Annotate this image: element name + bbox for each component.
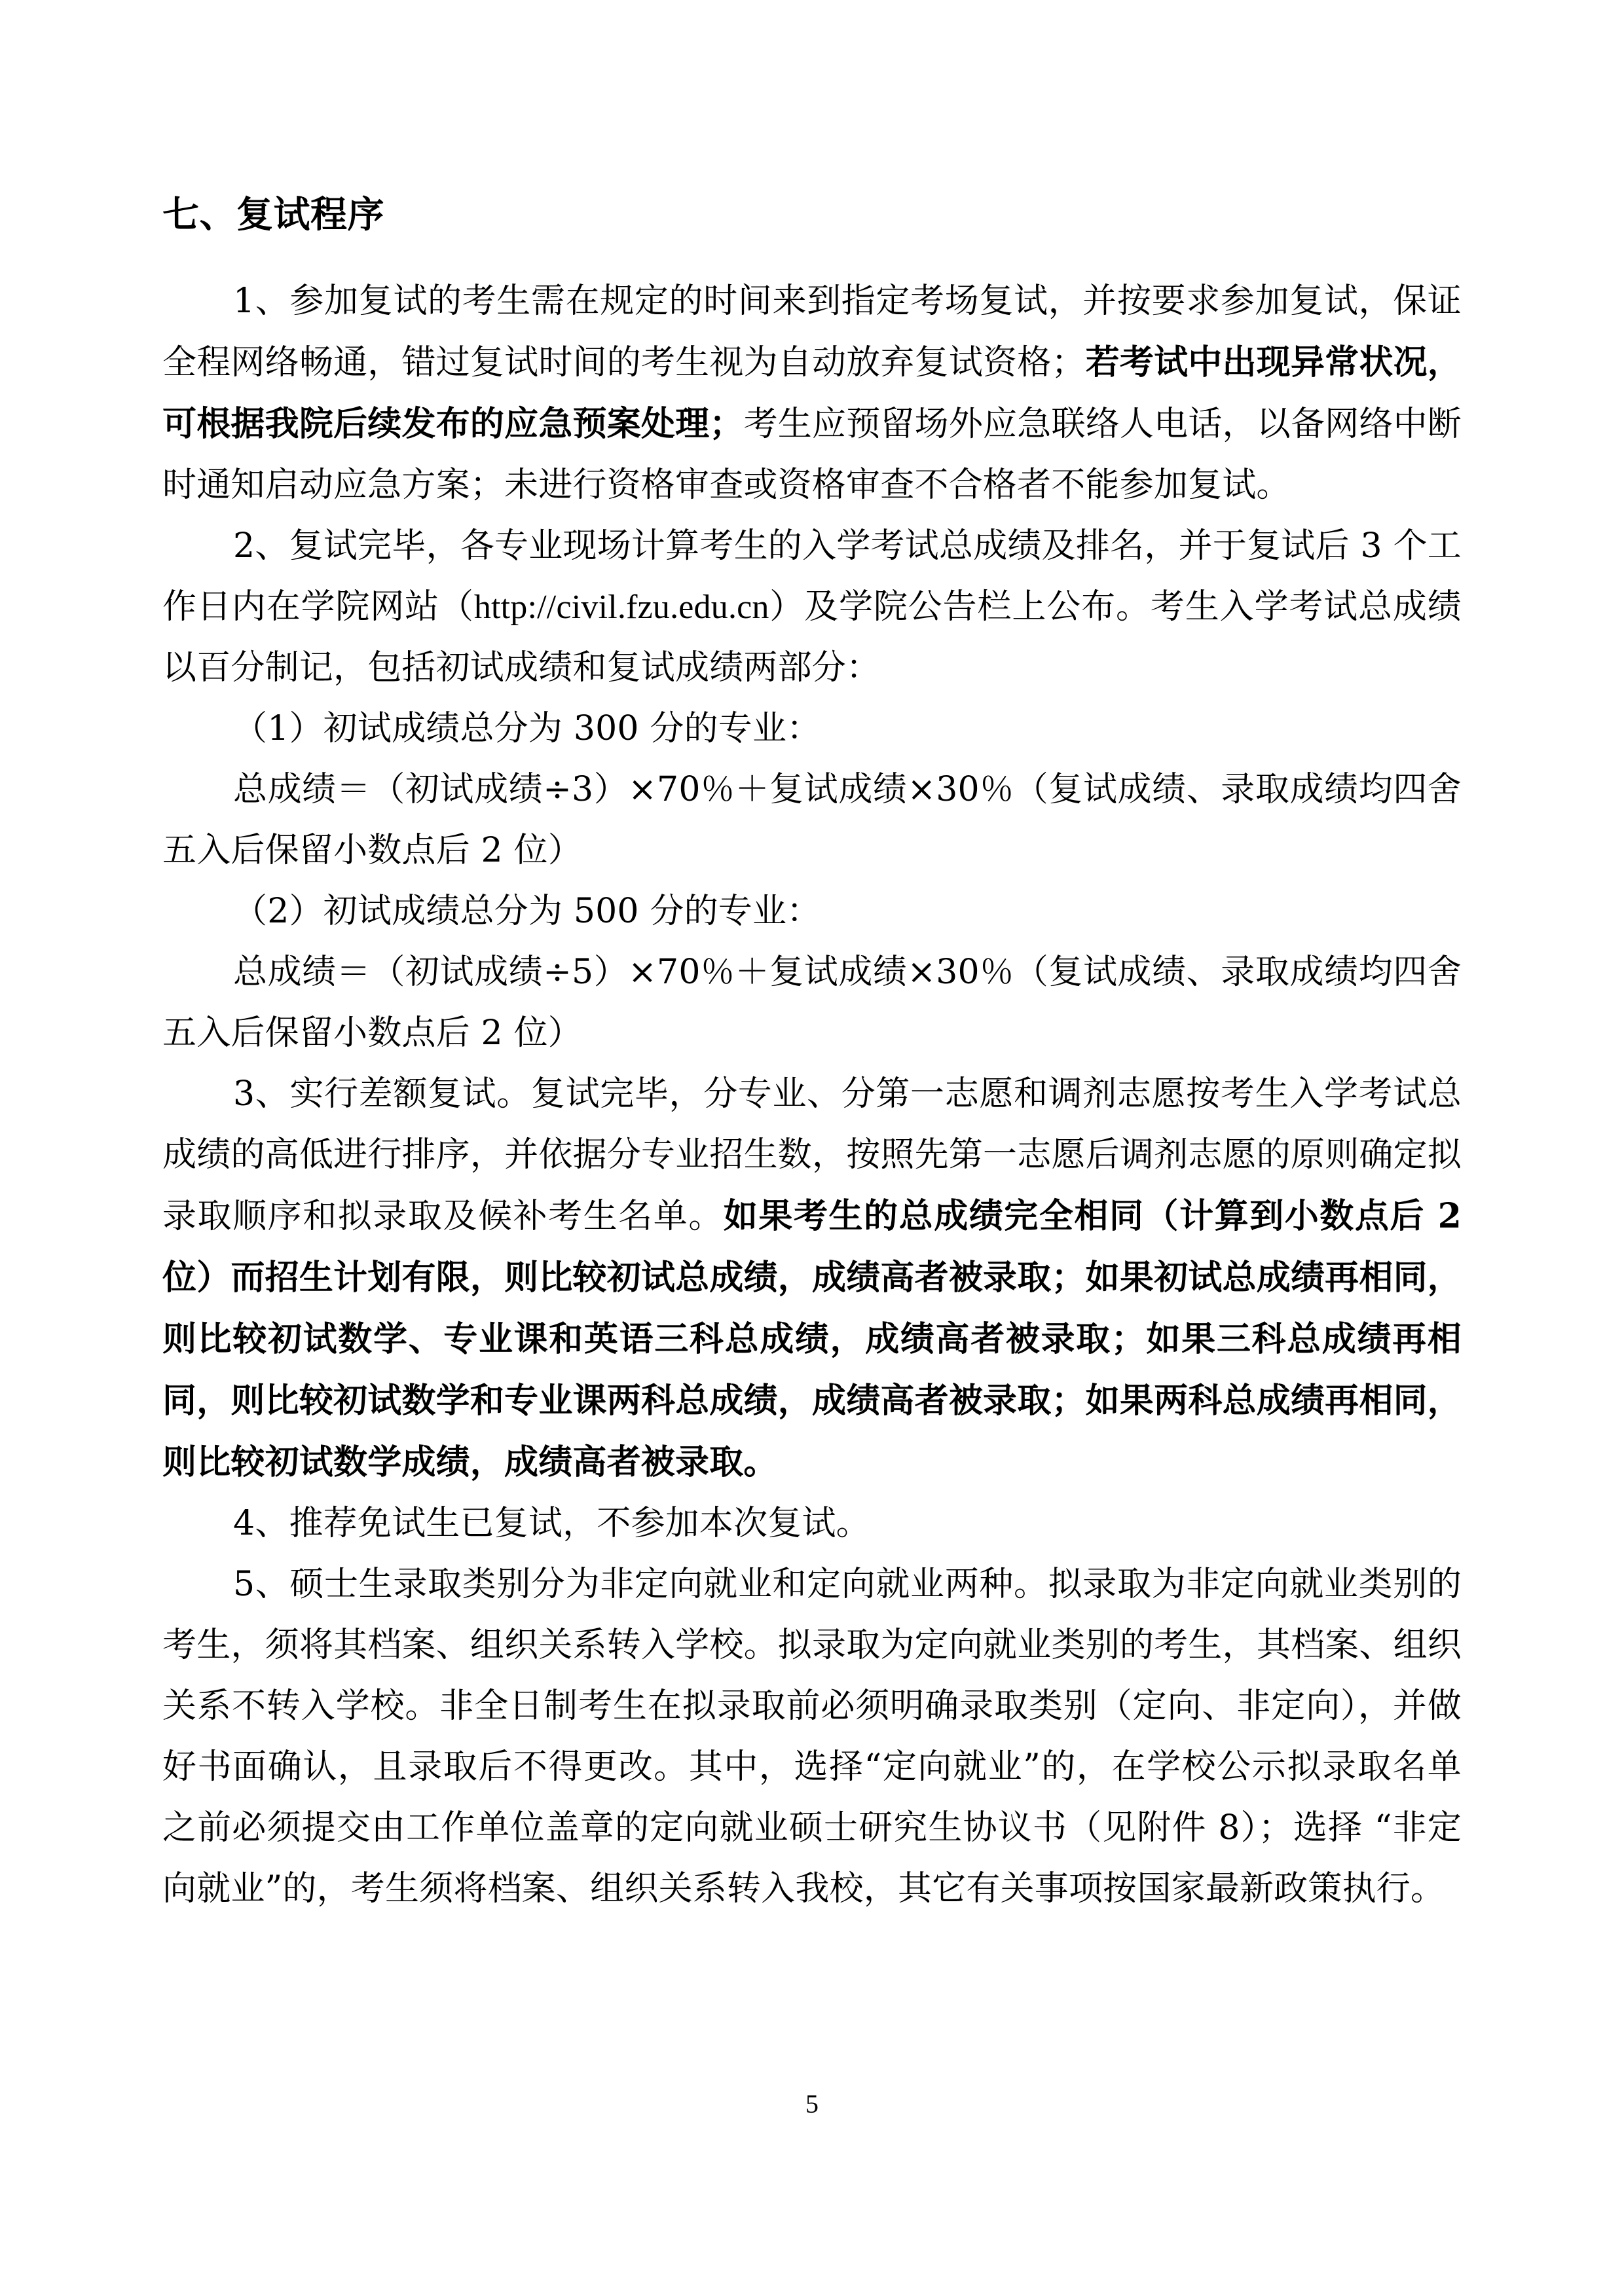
paragraph <box>162 699 1462 759</box>
page-number: 5 <box>805 2089 819 2119</box>
section-heading: 七、复试程序 <box>162 193 384 236</box>
url-text: http://civil.fzu.edu.cn <box>473 589 769 626</box>
paragraph <box>162 516 1462 699</box>
paragraph-container <box>162 271 1462 1920</box>
body-text: 考生应预留场外应急联络人电话，以备网络中断时通知启动应急方案；未进行资格审查或资格审查不合格者不能参加复试。 <box>162 405 1462 505</box>
paragraph <box>162 942 1462 1064</box>
paragraph <box>162 271 1462 516</box>
paragraph <box>162 759 1462 881</box>
body-text: ）及学院公告栏上公布。考生入学考试总成绩以百分制记，包括初试成绩和复试成绩两部分： <box>162 587 1462 687</box>
paragraph <box>162 1064 1462 1493</box>
document-body <box>162 193 1462 1920</box>
body-text: 2、复试完毕，各专业现场计算考生的入学考试总成绩及排名，并于复试后 3 个工作日内在学院网站（ <box>162 526 1462 627</box>
body-text: 总成绩＝（初试成绩÷3）×70％＋复试成绩×30％（复试成绩、录取成绩均四舍五入后保留小数点后 2 位） <box>162 770 1462 870</box>
body-text: 3、实行差额复试。复试完毕，分专业、分第一志愿和调剂志愿按考生入学考试总成绩的高低进行排序，并依据分专业招生数，按照先第一志愿后调剂志愿的原则确定拟录取顺序和拟录取及候补考生名单。 <box>162 1074 1462 1236</box>
paragraph <box>162 1493 1462 1554</box>
body-text: 1、参加复试的考生需在规定的时间来到指定考场复试，并按要求参加复试，保证全程网络畅通，错过复试时间的考生视为自动放弃复试资格； <box>162 282 1462 382</box>
body-text: （2）初试成绩总分为 500 分的专业： <box>233 892 821 931</box>
body-text: 4、推荐免试生已复试，不参加本次复试。 <box>233 1504 870 1543</box>
emphasis-text: 若考试中出现异常状况，可根据我院后续发布的应急预案处理； <box>162 342 1462 444</box>
emphasis-text: 如果考生的总成绩完全相同（计算到小数点后 2 位）而招生计划有限，则比较初试总成绩，成绩高者被录取；如果初试总成绩再相同，则比较初试数学、专业课和英语三科总成绩，成绩高者被录取；如果三科总成绩再相同，则比较初试数学和专业课两科总成绩，成绩高者被录取；如果两科总成绩再相同，则比较初试数学成绩，成绩高者被录取。 <box>162 1196 1462 1482</box>
paragraph <box>162 881 1462 942</box>
body-text: 5、硕士生录取类别分为非定向就业和定向就业两种。拟录取为非定向就业类别的考生，须将其档案、组织关系转入学校。拟录取为定向就业类别的考生，其档案、组织关系不转入学校。非全日制考生在拟录取前必须明确录取类别（定向、非定向），并做好书面确认，且录取后不得更改。其中，选择“定向就业”的，在学校公示拟录取名单之前必须提交由工作单位盖章的定向就业硕士研究生协议书（见附件 8）；选择 “非定向就业”的，考生须将档案、组织关系转入我校，其它有关事项按国家最新政策执行。 <box>162 1565 1462 1908</box>
paragraph <box>162 1554 1462 1920</box>
body-text: （1）初试成绩总分为 300 分的专业： <box>233 709 821 748</box>
body-text: 总成绩＝（初试成绩÷5）×70％＋复试成绩×30％（复试成绩、录取成绩均四舍五入后保留小数点后 2 位） <box>162 953 1462 1053</box>
